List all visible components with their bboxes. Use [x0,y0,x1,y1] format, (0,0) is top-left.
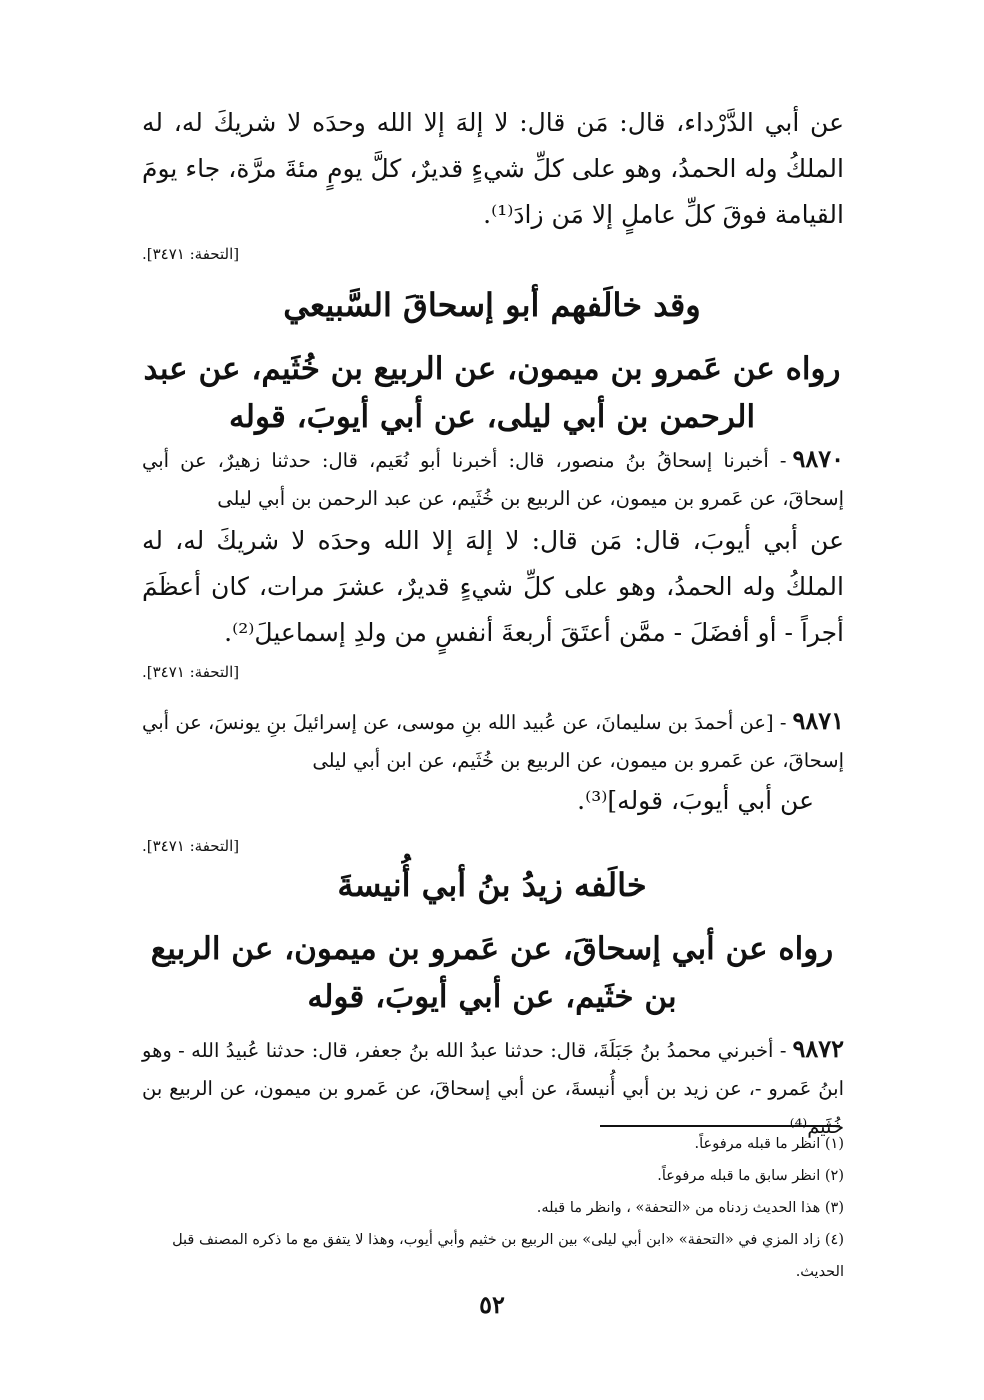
footnote-divider [600,1125,840,1127]
hadith-number: ٩٨٧٠ [792,444,844,473]
hadith-number: ٩٨٧٢ [792,1034,844,1063]
footnote-3: (٣) هذا الحديث زدناه من «التحفة» ، وانظر ما قبله. [536,1200,844,1216]
tuhfa-reference: [التحفة: ٣٤٧١]. [142,663,240,681]
section-subheading: رواه عن أبي إسحاقَ، عن عَمرو بن ميمون، عن الربيع بن خثَيم، عن أبي أيوبَ، قوله [150,931,834,1015]
section-subheading: رواه عن عَمرو بن ميمون، عن الربيع بن خُثَيم، عن عبد الرحمن بن أبي ليلى، عن أبي أيوبَ، قوله [143,351,841,435]
footnote-4: (٤) زاد المزي في «التحفة» «ابن أبي ليلى» بين الربيع بن خثيم وأبي أيوب، وهذا لا يتفق مع ما ذكره المصنف قبل الحديث. [172,1232,844,1280]
isnad-text: - أخبرني محمدُ بنُ جَبَلَةَ، قال: حدثنا عبدُ الله بنُ جعفر، قال: حدثنا عُبيدُ الله - وهو ابنُ عَمرو -، عن زيد بن أبي أُنيسةَ، عن أبي إسحاقَ، عن عَمرو بن ميمون، عن الربيع بن خُثَيم⁽⁴⁾ [142,1039,844,1138]
isnad-text: - [عن أحمدَ بن سليمانَ، عن عُبيد الله بنِ موسى، عن إسرائيلَ بنِ يونسَ، عن أبي إسحاقَ، عن عَمرو بن ميمون، عن الربيع بن خُثَيم، عن ابن أبي ليلى [142,711,844,772]
section-heading: خالَفه زيدُ بنُ أبي أُنيسةَ [337,866,647,904]
page-number: ٥٢ [479,1290,505,1319]
tuhfa-reference: [التحفة: ٣٤٧١]. [142,245,240,263]
section-heading: وقد خالَفهم أبو إسحاقَ السَّبيعي [283,286,701,324]
hadith-number: ٩٨٧١ [792,706,844,735]
hadith-9870-matn: عن أبي أيوبَ، قال: مَن قال: لا إلهَ إلا الله وحدَه لا شريكَ له، له الملكُ وله الحمدُ، وهو على كلِّ شيءٍ قديرٌ، عشرَ مرات، كان أعظَمَ أجراً - أو أفضَلَ - ممَّن أعتَقَ أربعةَ أنفسٍ من ولدِ إسماعيلَ⁽²⁾. [142,526,844,647]
footnotes [142,1128,844,1288]
isnad-text: - أخبرنا إسحاقُ بنُ منصور، قال: أخبرنا أبو نُعَيم، قال: حدثنا زهيرٌ، عن أبي إسحاقَ، عن عَمرو بن ميمون، عن الربيع بن خُثَيم، عن عبد الرحمن بن أبي ليلى [142,449,844,510]
hadith-9871-matn: عن أبي أيوبَ، قوله]⁽³⁾. [577,786,814,815]
hadith-9871-isnad [142,702,844,780]
footnote-1: (١) انظر ما قبله مرفوعاً. [694,1136,844,1152]
footnote-2: (٢) انظر سابق ما قبله مرفوعاً. [657,1168,844,1184]
hadith-text-continued: عن أبي الدَّرْداء، قال: مَن قال: لا إلهَ إلا الله وحدَه لا شريكَ له، له الملكُ وله الحمدُ، وهو على كلِّ شيءٍ قديرٌ، كلَّ يومٍ مئةَ مرَّة، جاء يومَ القيامة فوقَ كلِّ عاملٍ إلا مَن زادَ⁽¹⁾. [142,108,844,229]
hadith-9870-isnad [142,440,844,518]
tuhfa-reference: [التحفة: ٣٤٧١]. [142,837,240,855]
